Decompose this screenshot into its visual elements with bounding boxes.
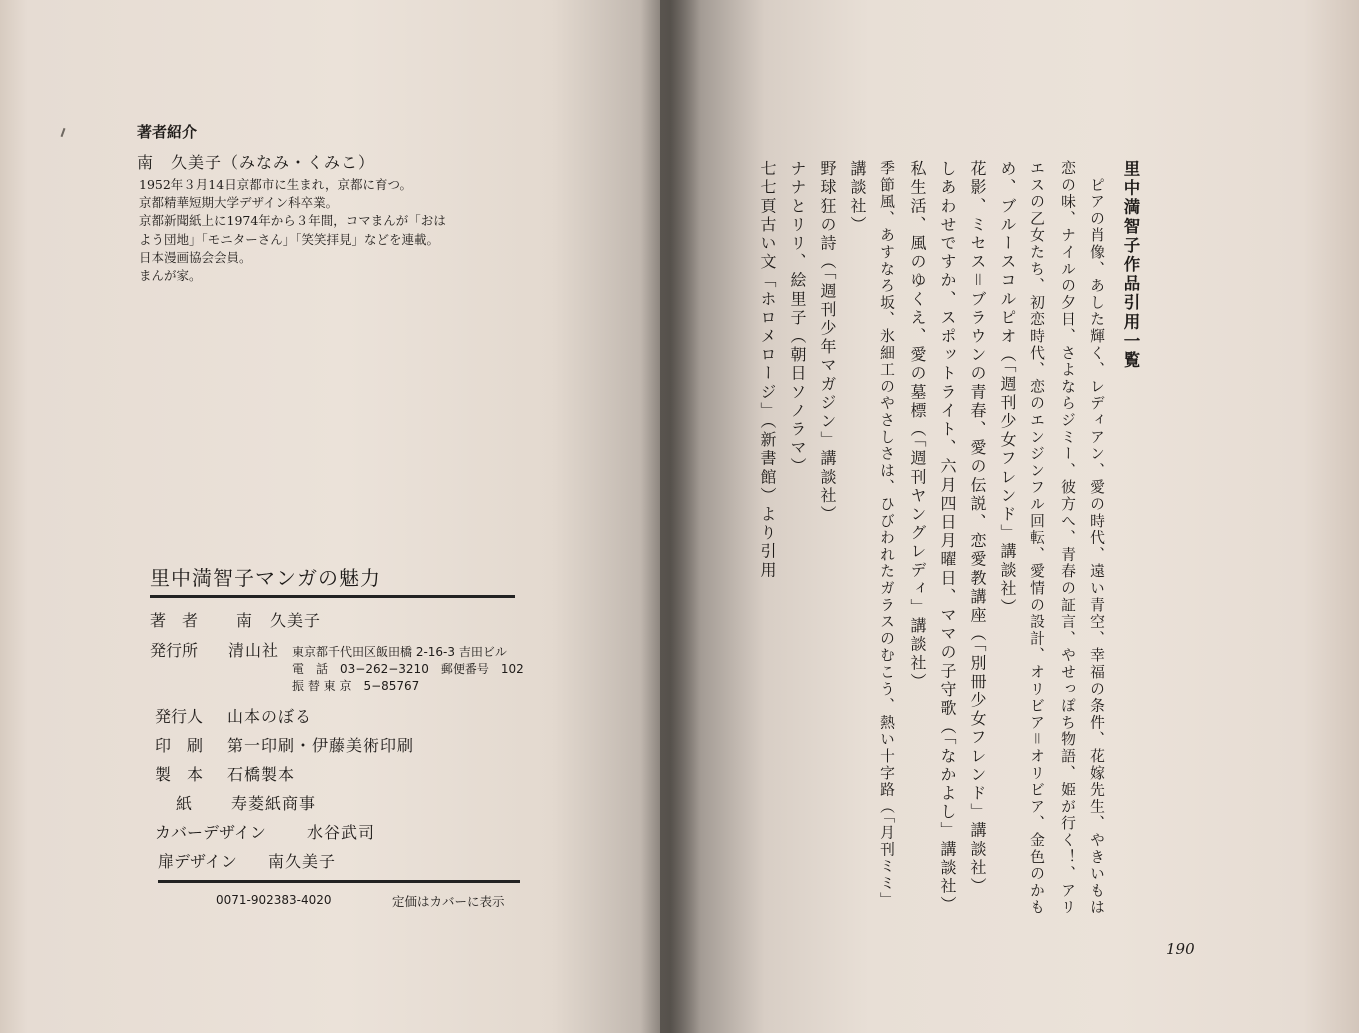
citation-line: ピアの肖像、あした輝く、レディアン、愛の時代、遠い青空、幸福の条件、花嫁先生、やきいもは — [1088, 160, 1105, 916]
author-intro-heading: 著者紹介 — [137, 123, 198, 141]
citation-line: 講談社） — [848, 160, 867, 235]
colophon-door-row — [158, 849, 336, 872]
author-bio-line: まんが家。 — [139, 268, 202, 284]
book-gutter — [640, 0, 700, 1033]
page-number: 190 — [1166, 940, 1195, 958]
colophon-address: 東京都千代田区飯田橋 2-16-3 吉田ビル — [292, 645, 507, 659]
citation-line: 花影、ミセス＝ブラウンの青春、愛の伝説、恋愛教講座（「別冊少女フレンド」講談社） — [968, 160, 987, 896]
colophon-door: 南久美子 — [268, 852, 337, 871]
author-bio-line: 京都精華短期大学デザイン科卒業。 — [139, 195, 339, 211]
colophon-author-row — [150, 608, 321, 631]
colophon-printing: 第一印刷・伊藤美術印刷 — [227, 736, 415, 755]
author-bio — [139, 176, 446, 285]
author-bio-line: 京都新聞紙上に1974年から３年間，コマまんが「おは — [139, 213, 446, 229]
book-title: 里中満智子マンガの魅力 — [150, 566, 381, 590]
author-bio-line: 日本漫画協会会員。 — [139, 249, 252, 265]
colophon-printing-label: 印 刷 — [155, 736, 204, 755]
colophon-author-label: 著 者 — [150, 611, 199, 630]
colophon-phone: 電 話 03−262−3210 郵便番号 102 — [292, 662, 524, 676]
citation-line: 恋の味、ナイルの夕日、さよならジミー、彼方へ、青春の証言、やせっぽち物語、姫が行く！、アリ — [1059, 160, 1076, 916]
citation-line: エスの乙女たち、初恋時代、恋のエンジンフル回転、愛情の設計、オリビア＝オリビア、金色のかも — [1028, 160, 1045, 916]
author-bio-line: よう団地」「モニターさん」「笑笑拝見」などを連載。 — [139, 231, 440, 247]
citations-heading: 里中満智子作品引用一覧 — [1121, 160, 1140, 371]
colophon-binding: 石橋製本 — [227, 765, 296, 784]
colophon-issuer: 山本のぼる — [227, 707, 313, 726]
isbn-code: 0071-902383-4020 — [216, 893, 332, 907]
colophon-door-label: 扉デザイン — [158, 852, 237, 871]
colophon-paper: 寿菱紙商事 — [231, 794, 317, 813]
colophon-cover: 水谷武司 — [307, 823, 376, 842]
citation-line: 野球狂の詩（「週刊少年マガジン」講談社） — [818, 160, 837, 524]
colophon-publisher-label: 発行所 — [150, 641, 199, 660]
colophon-cover-label: カバーデザイン — [155, 823, 266, 842]
citation-line: しあわせですか、スポットライト、六月四日月曜日、ママの子守歌（「なかよし」講談社） — [938, 160, 957, 915]
colophon-transfer: 振 替 東 京 5−85767 — [292, 679, 420, 693]
colophon-binding-row — [155, 762, 295, 785]
author-bio-line: 1952年３月14日京都市に生まれ，京都に育つ。 — [139, 177, 412, 192]
citation-line: め、ブルースコルピオ（「週刊少女フレンド」講談社） — [998, 160, 1017, 617]
price-note: 定価はカバーに表示 — [392, 894, 505, 909]
colophon-binding-label: 製 本 — [155, 765, 204, 784]
author-name: 南 久美子（みなみ・くみこ） — [137, 153, 376, 172]
colophon-paper-label: 紙 — [176, 794, 193, 813]
citation-line: 私生活、風のゆくえ、愛の墓標（「週刊ヤングレディ」講談社） — [908, 160, 927, 692]
colophon-cover-row — [155, 820, 375, 843]
citation-line: 七七頁古い文「ホロメロージ」（新書館）より引用 — [758, 160, 777, 580]
citation-line: 季節風、あすなろ坂、氷細工のやさしさは、ひびわれたガラスのむこう、熱い十字路（「月刊ミミ」 — [878, 160, 895, 909]
colophon-top-rule — [150, 595, 515, 598]
colophon-paper-row — [176, 791, 316, 814]
colophon-publisher: 清山社 — [228, 641, 280, 660]
colophon-issuer-row — [155, 704, 312, 727]
colophon-bottom-rule — [158, 880, 520, 883]
colophon-issuer-label: 発行人 — [155, 707, 204, 726]
colophon-author: 南 久美子 — [236, 611, 322, 630]
colophon-publisher-row — [150, 638, 279, 661]
citation-line: ナナとリリ、絵里子（朝日ソノラマ） — [788, 160, 807, 477]
colophon-printing-row — [155, 733, 414, 756]
